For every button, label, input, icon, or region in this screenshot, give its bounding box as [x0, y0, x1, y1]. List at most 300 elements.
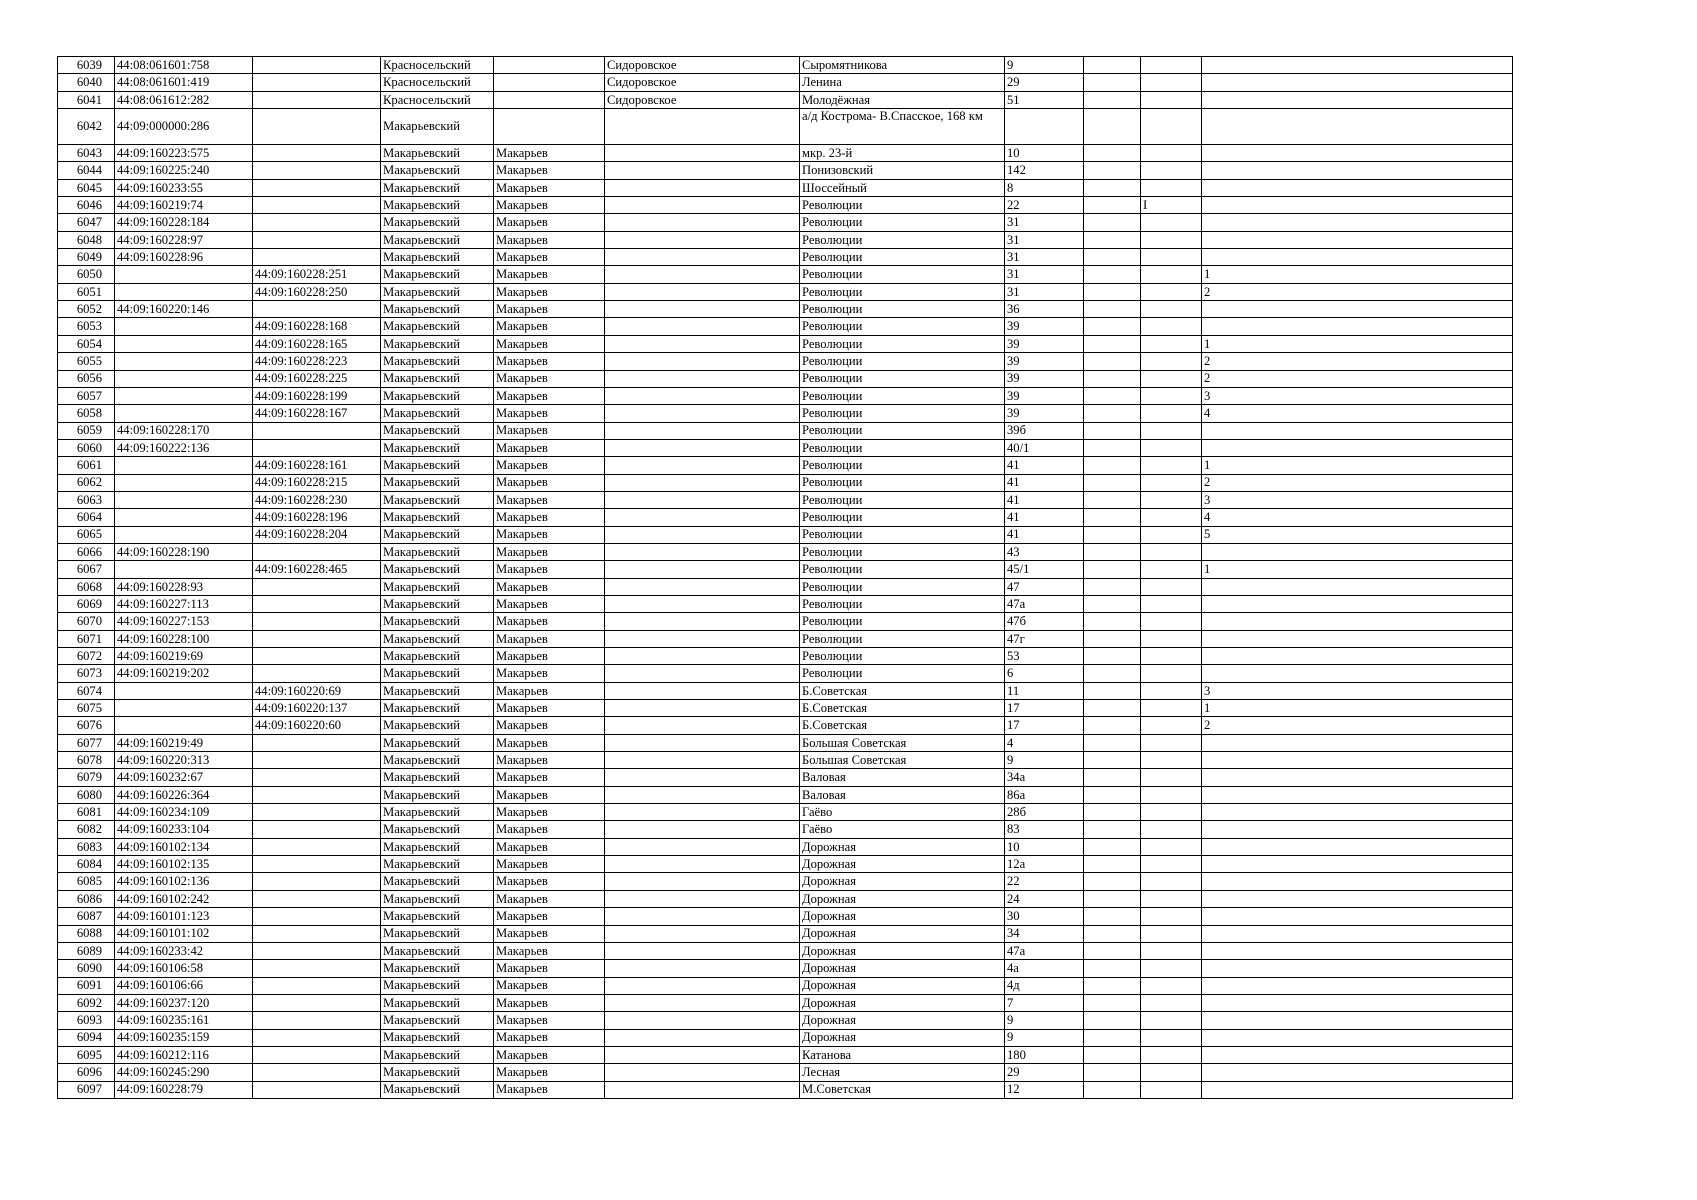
cadastral-number-cell [115, 526, 253, 543]
table-row [58, 1081, 1513, 1098]
district-cell: Макарьевский [381, 1046, 494, 1063]
house-number-cell: 6 [1005, 665, 1084, 682]
row-number-cell: 6085 [58, 873, 115, 890]
apartment-cell: 2 [1202, 283, 1513, 300]
parent-cadastral-number-cell [253, 908, 381, 925]
corpus-cell [1141, 405, 1202, 422]
cadastral-number-cell: 44:09:160223:575 [115, 145, 253, 162]
table-row [58, 613, 1513, 630]
apartment-cell [1202, 318, 1513, 335]
apartment-cell: 1 [1202, 457, 1513, 474]
row-number-cell: 6082 [58, 821, 115, 838]
settlement-cell [605, 231, 800, 248]
apartment-cell [1202, 994, 1513, 1011]
apartment-cell [1202, 734, 1513, 751]
house-number-cell: 39 [1005, 370, 1084, 387]
locality-cell: Макарьев [494, 266, 605, 283]
corpus-cell [1141, 162, 1202, 179]
corpus-cell [1141, 717, 1202, 734]
apartment-cell: 2 [1202, 370, 1513, 387]
cadastral-number-cell: 44:09:000000:286 [115, 109, 253, 145]
apartment-cell [1202, 752, 1513, 769]
locality-cell: Макарьев [494, 318, 605, 335]
street-cell: Революции [800, 387, 1005, 404]
table-row [58, 405, 1513, 422]
locality-cell: Макарьев [494, 873, 605, 890]
apartment-cell [1202, 613, 1513, 630]
locality-cell: Макарьев [494, 474, 605, 491]
house-number-cell: 47 [1005, 578, 1084, 595]
street-cell: Революции [800, 648, 1005, 665]
settlement-cell [605, 197, 800, 214]
row-number-cell: 6054 [58, 335, 115, 352]
building-cell [1084, 543, 1141, 560]
row-number-cell: 6047 [58, 214, 115, 231]
building-cell [1084, 786, 1141, 803]
settlement-cell [605, 1012, 800, 1029]
apartment-cell: 3 [1202, 682, 1513, 699]
district-cell: Красносельский [381, 91, 494, 108]
table-row [58, 752, 1513, 769]
district-cell: Макарьевский [381, 422, 494, 439]
cadastral-number-cell [115, 474, 253, 491]
apartment-cell [1202, 439, 1513, 456]
house-number-cell: 36 [1005, 301, 1084, 318]
corpus-cell [1141, 908, 1202, 925]
house-number-cell: 10 [1005, 838, 1084, 855]
table-row [58, 301, 1513, 318]
house-number-cell: 34 [1005, 925, 1084, 942]
apartment-cell [1202, 786, 1513, 803]
house-number-cell: 39б [1005, 422, 1084, 439]
locality-cell: Макарьев [494, 457, 605, 474]
district-cell: Макарьевский [381, 301, 494, 318]
cadastral-number-cell [115, 370, 253, 387]
building-cell [1084, 353, 1141, 370]
row-number-cell: 6058 [58, 405, 115, 422]
table-row [58, 1012, 1513, 1029]
row-number-cell: 6042 [58, 109, 115, 145]
table-row [58, 491, 1513, 508]
settlement-cell [605, 509, 800, 526]
cadastral-number-cell [115, 457, 253, 474]
corpus-cell [1141, 57, 1202, 74]
row-number-cell: 6096 [58, 1064, 115, 1081]
cadastral-number-cell: 44:09:160237:120 [115, 994, 253, 1011]
corpus-cell [1141, 1029, 1202, 1046]
street-cell: Революции [800, 353, 1005, 370]
house-number-cell: 4 [1005, 734, 1084, 751]
row-number-cell: 6086 [58, 890, 115, 907]
locality-cell: Макарьев [494, 1029, 605, 1046]
table-row [58, 145, 1513, 162]
apartment-cell [1202, 145, 1513, 162]
district-cell: Макарьевский [381, 1064, 494, 1081]
corpus-cell [1141, 665, 1202, 682]
settlement-cell [605, 821, 800, 838]
building-cell [1084, 648, 1141, 665]
locality-cell: Макарьев [494, 578, 605, 595]
cadastral-number-cell: 44:09:160227:153 [115, 613, 253, 630]
cadastral-number-cell: 44:09:160102:135 [115, 856, 253, 873]
district-cell: Макарьевский [381, 977, 494, 994]
parent-cadastral-number-cell [253, 804, 381, 821]
corpus-cell [1141, 370, 1202, 387]
building-cell [1084, 595, 1141, 612]
settlement-cell [605, 457, 800, 474]
corpus-cell [1141, 752, 1202, 769]
apartment-cell: 3 [1202, 491, 1513, 508]
street-cell: Революции [800, 439, 1005, 456]
district-cell: Красносельский [381, 74, 494, 91]
cadastral-number-cell [115, 717, 253, 734]
district-cell: Макарьевский [381, 509, 494, 526]
row-number-cell: 6039 [58, 57, 115, 74]
table-row [58, 74, 1513, 91]
street-cell: Лесная [800, 1064, 1005, 1081]
district-cell: Макарьевский [381, 700, 494, 717]
settlement-cell [605, 630, 800, 647]
locality-cell: Макарьев [494, 422, 605, 439]
parent-cadastral-number-cell [253, 214, 381, 231]
street-cell: Дорожная [800, 960, 1005, 977]
cadastral-number-cell: 44:09:160235:159 [115, 1029, 253, 1046]
corpus-cell [1141, 700, 1202, 717]
corpus-cell [1141, 595, 1202, 612]
district-cell: Макарьевский [381, 630, 494, 647]
building-cell [1084, 474, 1141, 491]
parent-cadastral-number-cell [253, 769, 381, 786]
house-number-cell: 8 [1005, 179, 1084, 196]
locality-cell: Макарьев [494, 1046, 605, 1063]
row-number-cell: 6089 [58, 942, 115, 959]
cadastral-number-cell: 44:09:160235:161 [115, 1012, 253, 1029]
settlement-cell [605, 804, 800, 821]
table-row [58, 821, 1513, 838]
house-number-cell: 12а [1005, 856, 1084, 873]
settlement-cell [605, 734, 800, 751]
house-number-cell: 30 [1005, 908, 1084, 925]
cadastral-number-cell [115, 266, 253, 283]
settlement-cell [605, 942, 800, 959]
cadastral-number-cell: 44:08:061601:419 [115, 74, 253, 91]
locality-cell: Макарьев [494, 925, 605, 942]
apartment-cell: 3 [1202, 387, 1513, 404]
locality-cell: Макарьев [494, 942, 605, 959]
row-number-cell: 6076 [58, 717, 115, 734]
street-cell: Революции [800, 665, 1005, 682]
parent-cadastral-number-cell [253, 856, 381, 873]
row-number-cell: 6072 [58, 648, 115, 665]
district-cell: Макарьевский [381, 994, 494, 1011]
row-number-cell: 6055 [58, 353, 115, 370]
district-cell: Макарьевский [381, 908, 494, 925]
apartment-cell [1202, 197, 1513, 214]
building-cell [1084, 1046, 1141, 1063]
street-cell: Валовая [800, 769, 1005, 786]
building-cell [1084, 578, 1141, 595]
building-cell [1084, 162, 1141, 179]
building-cell [1084, 318, 1141, 335]
street-cell: Гаёво [800, 821, 1005, 838]
table-row [58, 318, 1513, 335]
cadastral-number-cell: 44:09:160102:134 [115, 838, 253, 855]
parent-cadastral-number-cell: 44:09:160228:167 [253, 405, 381, 422]
cadastral-number-cell: 44:09:160226:364 [115, 786, 253, 803]
cadastral-number-cell: 44:08:061601:758 [115, 57, 253, 74]
row-number-cell: 6046 [58, 197, 115, 214]
apartment-cell [1202, 873, 1513, 890]
settlement-cell [605, 301, 800, 318]
row-number-cell: 6070 [58, 613, 115, 630]
house-number-cell: 41 [1005, 457, 1084, 474]
building-cell [1084, 856, 1141, 873]
building-cell [1084, 457, 1141, 474]
house-number-cell: 31 [1005, 231, 1084, 248]
district-cell: Макарьевский [381, 405, 494, 422]
cadastral-number-cell [115, 353, 253, 370]
house-number-cell: 41 [1005, 509, 1084, 526]
row-number-cell: 6080 [58, 786, 115, 803]
corpus-cell [1141, 249, 1202, 266]
cadastral-number-cell: 44:09:160101:123 [115, 908, 253, 925]
locality-cell: Макарьев [494, 838, 605, 855]
parent-cadastral-number-cell: 44:09:160228:161 [253, 457, 381, 474]
row-number-cell: 6083 [58, 838, 115, 855]
parent-cadastral-number-cell [253, 179, 381, 196]
building-cell [1084, 1081, 1141, 1098]
locality-cell: Макарьев [494, 700, 605, 717]
table-row [58, 109, 1513, 145]
district-cell: Макарьевский [381, 960, 494, 977]
parent-cadastral-number-cell [253, 301, 381, 318]
district-cell: Макарьевский [381, 648, 494, 665]
house-number-cell: 12 [1005, 1081, 1084, 1098]
cadastral-number-cell: 44:09:160220:313 [115, 752, 253, 769]
row-number-cell: 6092 [58, 994, 115, 1011]
parent-cadastral-number-cell: 44:09:160228:230 [253, 491, 381, 508]
settlement-cell [605, 873, 800, 890]
settlement-cell [605, 682, 800, 699]
corpus-cell [1141, 613, 1202, 630]
district-cell: Макарьевский [381, 318, 494, 335]
building-cell [1084, 405, 1141, 422]
building-cell [1084, 700, 1141, 717]
apartment-cell [1202, 960, 1513, 977]
parent-cadastral-number-cell [253, 1081, 381, 1098]
cadastral-number-cell: 44:09:160101:102 [115, 925, 253, 942]
district-cell: Макарьевский [381, 838, 494, 855]
settlement-cell [605, 977, 800, 994]
building-cell [1084, 804, 1141, 821]
cadastral-number-cell: 44:09:160228:96 [115, 249, 253, 266]
cadastral-number-cell: 44:09:160228:170 [115, 422, 253, 439]
house-number-cell: 7 [1005, 994, 1084, 1011]
locality-cell: Макарьев [494, 283, 605, 300]
parent-cadastral-number-cell [253, 1029, 381, 1046]
locality-cell: Макарьев [494, 682, 605, 699]
parent-cadastral-number-cell [253, 752, 381, 769]
settlement-cell [605, 387, 800, 404]
building-cell [1084, 179, 1141, 196]
table-row [58, 197, 1513, 214]
cadastral-number-cell: 44:09:160102:136 [115, 873, 253, 890]
street-cell: Дорожная [800, 1029, 1005, 1046]
district-cell: Макарьевский [381, 856, 494, 873]
cadastral-number-cell: 44:09:160219:49 [115, 734, 253, 751]
corpus-cell [1141, 942, 1202, 959]
table-row [58, 1029, 1513, 1046]
district-cell: Макарьевский [381, 439, 494, 456]
parent-cadastral-number-cell [253, 595, 381, 612]
locality-cell: Макарьев [494, 370, 605, 387]
table-row [58, 856, 1513, 873]
street-cell: Революции [800, 457, 1005, 474]
locality-cell: Макарьев [494, 387, 605, 404]
locality-cell: Макарьев [494, 890, 605, 907]
row-number-cell: 6063 [58, 491, 115, 508]
table-row [58, 838, 1513, 855]
table-row [58, 994, 1513, 1011]
street-cell: М.Советская [800, 1081, 1005, 1098]
locality-cell: Макарьев [494, 630, 605, 647]
corpus-cell [1141, 74, 1202, 91]
street-cell: Революции [800, 283, 1005, 300]
apartment-cell [1202, 179, 1513, 196]
street-cell: Революции [800, 301, 1005, 318]
house-number-cell: 47а [1005, 942, 1084, 959]
settlement-cell: Сидоровское [605, 91, 800, 108]
cadastral-number-cell: 44:09:160233:42 [115, 942, 253, 959]
parent-cadastral-number-cell [253, 74, 381, 91]
house-number-cell: 40/1 [1005, 439, 1084, 456]
settlement-cell [605, 543, 800, 560]
building-cell [1084, 266, 1141, 283]
district-cell: Макарьевский [381, 925, 494, 942]
cadastral-number-cell: 44:09:160245:290 [115, 1064, 253, 1081]
street-cell: Дорожная [800, 838, 1005, 855]
table-body [58, 57, 1513, 1099]
cadastral-number-cell: 44:09:160106:58 [115, 960, 253, 977]
locality-cell: Макарьев [494, 769, 605, 786]
table-row [58, 873, 1513, 890]
corpus-cell [1141, 457, 1202, 474]
house-number-cell: 31 [1005, 249, 1084, 266]
row-number-cell: 6045 [58, 179, 115, 196]
table-row [58, 682, 1513, 699]
building-cell [1084, 91, 1141, 108]
row-number-cell: 6064 [58, 509, 115, 526]
apartment-cell [1202, 91, 1513, 108]
house-number-cell: 22 [1005, 197, 1084, 214]
settlement-cell [605, 856, 800, 873]
settlement-cell [605, 752, 800, 769]
parent-cadastral-number-cell [253, 734, 381, 751]
street-cell: Революции [800, 318, 1005, 335]
street-cell: Дорожная [800, 890, 1005, 907]
house-number-cell: 39 [1005, 387, 1084, 404]
parent-cadastral-number-cell [253, 960, 381, 977]
street-cell: Дорожная [800, 942, 1005, 959]
house-number-cell: 53 [1005, 648, 1084, 665]
table-row [58, 249, 1513, 266]
apartment-cell [1202, 838, 1513, 855]
parent-cadastral-number-cell [253, 630, 381, 647]
settlement-cell [605, 318, 800, 335]
locality-cell: Макарьев [494, 908, 605, 925]
cadastral-number-cell: 44:09:160219:202 [115, 665, 253, 682]
parent-cadastral-number-cell: 44:09:160228:250 [253, 283, 381, 300]
locality-cell [494, 74, 605, 91]
row-number-cell: 6071 [58, 630, 115, 647]
corpus-cell [1141, 1046, 1202, 1063]
row-number-cell: 6050 [58, 266, 115, 283]
corpus-cell [1141, 682, 1202, 699]
apartment-cell [1202, 908, 1513, 925]
row-number-cell: 6095 [58, 1046, 115, 1063]
parent-cadastral-number-cell: 44:09:160228:465 [253, 561, 381, 578]
locality-cell: Макарьев [494, 717, 605, 734]
settlement-cell [605, 838, 800, 855]
corpus-cell [1141, 578, 1202, 595]
street-cell: Понизовский [800, 162, 1005, 179]
corpus-cell [1141, 960, 1202, 977]
row-number-cell: 6078 [58, 752, 115, 769]
locality-cell: Макарьев [494, 231, 605, 248]
row-number-cell: 6068 [58, 578, 115, 595]
district-cell: Макарьевский [381, 1081, 494, 1098]
building-cell [1084, 57, 1141, 74]
row-number-cell: 6074 [58, 682, 115, 699]
settlement-cell [605, 1064, 800, 1081]
locality-cell: Макарьев [494, 179, 605, 196]
district-cell: Макарьевский [381, 942, 494, 959]
building-cell [1084, 734, 1141, 751]
district-cell: Макарьевский [381, 387, 494, 404]
district-cell: Макарьевский [381, 578, 494, 595]
apartment-cell: 2 [1202, 474, 1513, 491]
street-cell: Революции [800, 197, 1005, 214]
apartment-cell [1202, 942, 1513, 959]
cadastral-number-cell [115, 491, 253, 508]
corpus-cell [1141, 387, 1202, 404]
street-cell: Б.Советская [800, 682, 1005, 699]
corpus-cell [1141, 630, 1202, 647]
district-cell: Макарьевский [381, 734, 494, 751]
building-cell [1084, 630, 1141, 647]
locality-cell: Макарьев [494, 648, 605, 665]
house-number-cell: 29 [1005, 74, 1084, 91]
district-cell: Макарьевский [381, 561, 494, 578]
locality-cell: Макарьев [494, 960, 605, 977]
house-number-cell: 86а [1005, 786, 1084, 803]
street-cell: Революции [800, 509, 1005, 526]
parent-cadastral-number-cell [253, 665, 381, 682]
parent-cadastral-number-cell: 44:09:160220:69 [253, 682, 381, 699]
district-cell: Макарьевский [381, 595, 494, 612]
corpus-cell [1141, 925, 1202, 942]
house-number-cell: 9 [1005, 1012, 1084, 1029]
parent-cadastral-number-cell [253, 422, 381, 439]
house-number-cell: 17 [1005, 717, 1084, 734]
parent-cadastral-number-cell: 44:09:160220:137 [253, 700, 381, 717]
row-number-cell: 6093 [58, 1012, 115, 1029]
district-cell: Макарьевский [381, 249, 494, 266]
street-cell: Молодёжная [800, 91, 1005, 108]
house-number-cell: 51 [1005, 91, 1084, 108]
table-row [58, 1064, 1513, 1081]
corpus-cell [1141, 301, 1202, 318]
